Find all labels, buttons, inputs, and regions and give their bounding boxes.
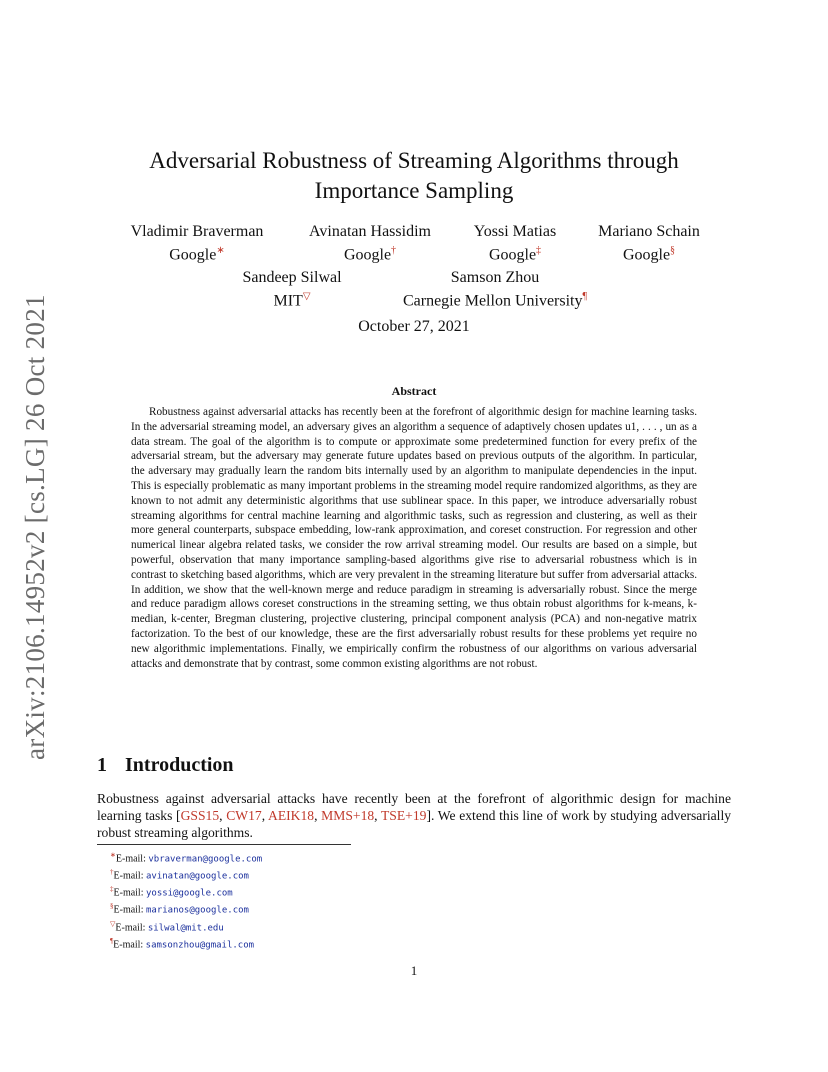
citation-link[interactable]: CW17 — [226, 808, 262, 824]
footnote-item: ∗E-mail: vbraverman@google.com — [110, 851, 263, 865]
email-link[interactable]: vbraverman@google.com — [148, 854, 263, 865]
paper-title — [100, 146, 728, 206]
email-link[interactable]: avinatan@google.com — [146, 871, 249, 882]
footnote-item: †E-mail: avinatan@google.com — [110, 868, 249, 882]
email-link[interactable]: silwal@mit.edu — [147, 922, 224, 933]
arxiv-identifier-stamp: arXiv:2106.14952v2 [cs.LG] 26 Oct 2021 — [20, 294, 50, 760]
email-link[interactable]: yossi@google.com — [146, 888, 233, 899]
author-name: Vladimir Braverman — [130, 223, 264, 240]
introduction-paragraph: Robustness against adversarial attacks have recently been at the forefront of algorithmic design for machine learning tasks [GSS15, CW17, AEIK18, MMS+18, TSE+19]. We extend this line of work by studying adversarially robust streaming algorithms. — [97, 791, 732, 841]
author-name: Mariano Schain — [598, 223, 700, 240]
citation-link[interactable]: GSS15 — [180, 808, 220, 824]
title-line-2: Importance Sampling — [314, 178, 514, 203]
section-heading-introduction — [97, 754, 234, 777]
footnote-mark: ▽ — [302, 291, 311, 302]
author-hassidim — [298, 222, 442, 264]
footnote-mark: ‡ — [536, 245, 542, 256]
citation-link[interactable]: MMS+18 — [321, 808, 375, 824]
author-zhou — [388, 268, 602, 310]
author-braverman — [122, 222, 272, 264]
abstract-heading: Abstract — [391, 384, 437, 398]
footnote-divider — [97, 844, 351, 845]
publication-date: October 27, 2021 — [358, 318, 470, 335]
abstract-text: Robustness against adversarial attacks has recently been at the forefront of algorithmic design for machine learning tasks. In the adversarial streaming model, an adversary gives an algorithm a sequence of adaptively chosen updates u1, . . . , un as a data stream. The goal of the algorithm is to compute or approximate some predetermined function for every prefix of the adversarial stream, but the adversary may generate future updates based on previous outputs of the algorithm. In particular, the adversary may gradually learn the random bits internally used by an algorithm to manipulate dependencies in the input. This is especially problematic as many important problems in the streaming model require randomized algorithms, as they are known to not admit any deterministic algorithms that use sublinear space. In this paper, we introduce adversarially robust streaming algorithms for central machine learning and algorithmic tasks, such as regression and clustering, as well as their more general counterparts, subspace embedding, low-rank approximation, and coreset construction. For regression and other numerical linear algebra related tasks, we consider the row arrival streaming model. Our results are based on a simple, but powerful, observation that many importance sampling-based algorithms give rise to adversarial robustness which is in contrast to sketching based algorithms, which are very prevalent in the streaming literature but suffer from adversarial attacks. In addition, we show that the well-known merge and reduce paradigm in streaming is adversarially robust. Since the merge and reduce paradigm allows coreset constructions in the streaming setting, we thus obtain robust algorithms for k-means, k-median, k-center, Bregman clustering, projective clustering, principal component analysis (PCA) and non-negative matrix factorization. To the best of our knowledge, these are the first adversarially robust results for these problems yet require no new algorithmic implementations. Finally, we empirically confirm the robustness of our algorithms on various adversarial attacks and demonstrate that by contrast, some common existing algorithms are not robust. — [131, 406, 697, 670]
author-affiliation: Google§ — [622, 245, 676, 264]
section-number: 1 — [97, 754, 107, 776]
footnote-mark: † — [391, 245, 397, 256]
author-matias — [462, 222, 568, 264]
author-name: Yossi Matias — [473, 223, 557, 240]
section-title: Introduction — [125, 754, 234, 776]
footnote-item: ‡E-mail: yossi@google.com — [110, 885, 233, 899]
author-silwal — [230, 268, 354, 310]
author-affiliation: Carnegie Mellon University¶ — [402, 291, 588, 310]
author-affiliation: Google‡ — [488, 245, 542, 264]
author-affiliation: Google∗ — [169, 245, 225, 264]
author-name: Avinatan Hassidim — [309, 223, 431, 240]
page-number: 1 — [410, 963, 418, 978]
title-line-1: Adversarial Robustness of Streaming Algorithms through — [149, 148, 679, 173]
author-affiliation: MIT▽ — [273, 291, 311, 310]
author-name: Sandeep Silwal — [242, 269, 342, 286]
footnote-mark: ∗ — [216, 245, 225, 256]
footnote-item: ▽E-mail: silwal@mit.edu — [110, 919, 224, 933]
footnotes — [110, 849, 262, 952]
author-affiliation: Google† — [343, 245, 397, 264]
footnote-item: §E-mail: marianos@google.com — [110, 902, 249, 916]
author-schain — [588, 222, 710, 264]
footnote-item: ¶E-mail: samsonzhou@gmail.com — [110, 936, 255, 950]
email-link[interactable]: marianos@google.com — [146, 905, 249, 916]
footnote-mark: § — [670, 245, 676, 256]
citation-link[interactable]: TSE+19 — [381, 808, 427, 824]
citation-link[interactable]: AEIK18 — [268, 808, 315, 824]
email-link[interactable]: samsonzhou@gmail.com — [145, 939, 255, 950]
footnote-mark: ¶ — [582, 291, 588, 302]
author-name: Samson Zhou — [450, 269, 540, 286]
